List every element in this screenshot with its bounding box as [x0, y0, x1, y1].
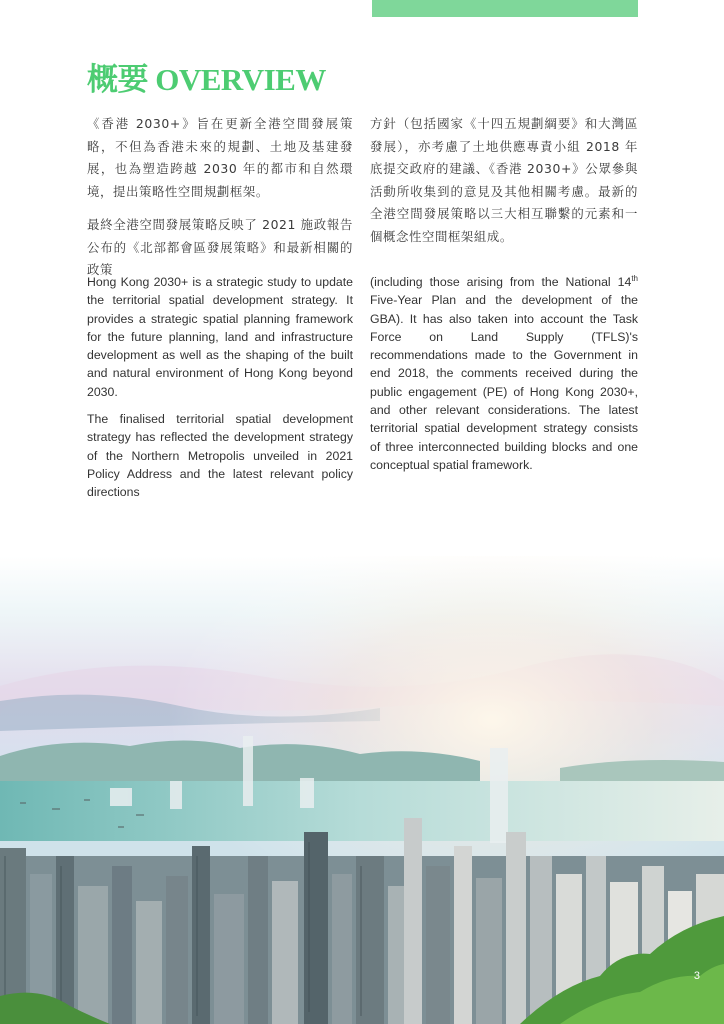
chinese-paragraph-1: 《香港 2030+》旨在更新全港空間發展策略，不但為香港未來的規劃、土地及基建發展，也為塑造跨越 2030 年的都市和自然環境，提出策略性空間規劃框架。: [87, 116, 353, 199]
english-paragraph-3: (including those arising from the National 14th Five-Year Plan and the development of the GBA). It has also taken into account the Task Force on Land Supply (TFLS)'s recommendations made to the Government in end 2018, the comments received during the public engagement (PE) of Hong Kong 2030+, and other relevant considerations. The latest territorial spatial development strategy consists of three interconnected building blocks and one conceptual spatial framework.: [370, 273, 638, 472]
top-accent-bar: [372, 0, 638, 17]
city-skyline-photo: [0, 556, 724, 1024]
page-number: 3: [693, 970, 700, 982]
english-paragraph-2: The finalised territorial spatial development strategy has reflected the development strategy of the Northern Metropolis unveiled in 2021 Policy Address and the latest relevant policy directions: [87, 412, 353, 500]
skyline-illustration: [0, 556, 724, 1024]
chinese-paragraph-2: 最終全港空間發展策略反映了 2021 施政報告公布的《北部都會區發展策略》和最新相關的政策: [87, 217, 353, 277]
chinese-paragraph-3: 方針（包括國家《十四五規劃綱要》和大灣區發展），亦考慮了土地供應專責小組 2018 年底提交政府的建議、《香港 2030+》公眾參與活動所收集到的意見及其他相關考慮。最新的全港空間發展策略以三大相互聯繫的元素和一個概念性空間框架組成。: [370, 116, 638, 244]
page-title: 概要 OVERVIEW: [87, 62, 326, 97]
english-paragraph-1: Hong Kong 2030+ is a strategic study to update the territorial spatial development strategy. It provides a strategic spatial planning framework for the future planning, land and infrastructure development as well as the shaping of the built and natural environment of Hong Kong beyond 2030.: [87, 275, 353, 399]
